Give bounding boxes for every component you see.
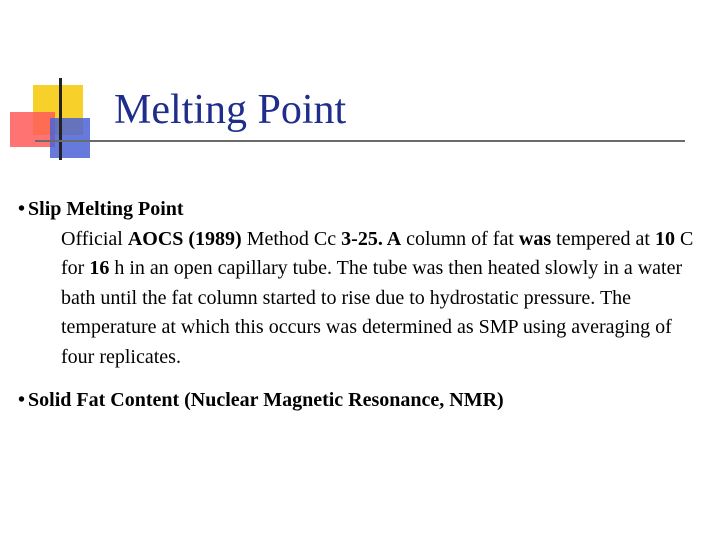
bullet-marker: • xyxy=(18,389,26,411)
body-text: h in an open capillary tube. The tube was then heated slowly in a water bath until the fat column started to rise due to hydrostatic pressure. The temperature at which this occurs was determined as SMP using averaging of four replicates. xyxy=(61,257,683,368)
bullet-marker: • xyxy=(18,198,26,220)
bullet-body-paragraph xyxy=(61,225,708,373)
bullet-solid-fat-content xyxy=(18,386,708,416)
body-bold-text: 16 xyxy=(89,257,110,279)
body-bold-text: 3-25. A xyxy=(341,227,402,250)
bullet-slip-melting-point xyxy=(18,195,708,225)
body-text: tempered at xyxy=(551,227,655,250)
body-text: Method Cc xyxy=(241,227,342,250)
body-bold-text: AOCS (1989) xyxy=(127,227,242,250)
body-text: C for xyxy=(61,227,694,279)
body-bold-text: was xyxy=(518,227,552,250)
decor-blue-square xyxy=(50,118,90,158)
decor-vertical-line xyxy=(59,78,62,160)
body-bold-text: 10 xyxy=(654,227,675,250)
bullet-heading: Slip Melting Point xyxy=(28,198,184,220)
bullet-heading: Solid Fat Content (Nuclear Magnetic Resonance, NMR) xyxy=(28,389,504,411)
body-text: column of fat xyxy=(401,227,519,250)
title-underline xyxy=(35,140,685,142)
body-text: Official xyxy=(61,227,128,250)
slide-content xyxy=(18,195,708,416)
slide-title: Melting Point xyxy=(114,87,347,133)
